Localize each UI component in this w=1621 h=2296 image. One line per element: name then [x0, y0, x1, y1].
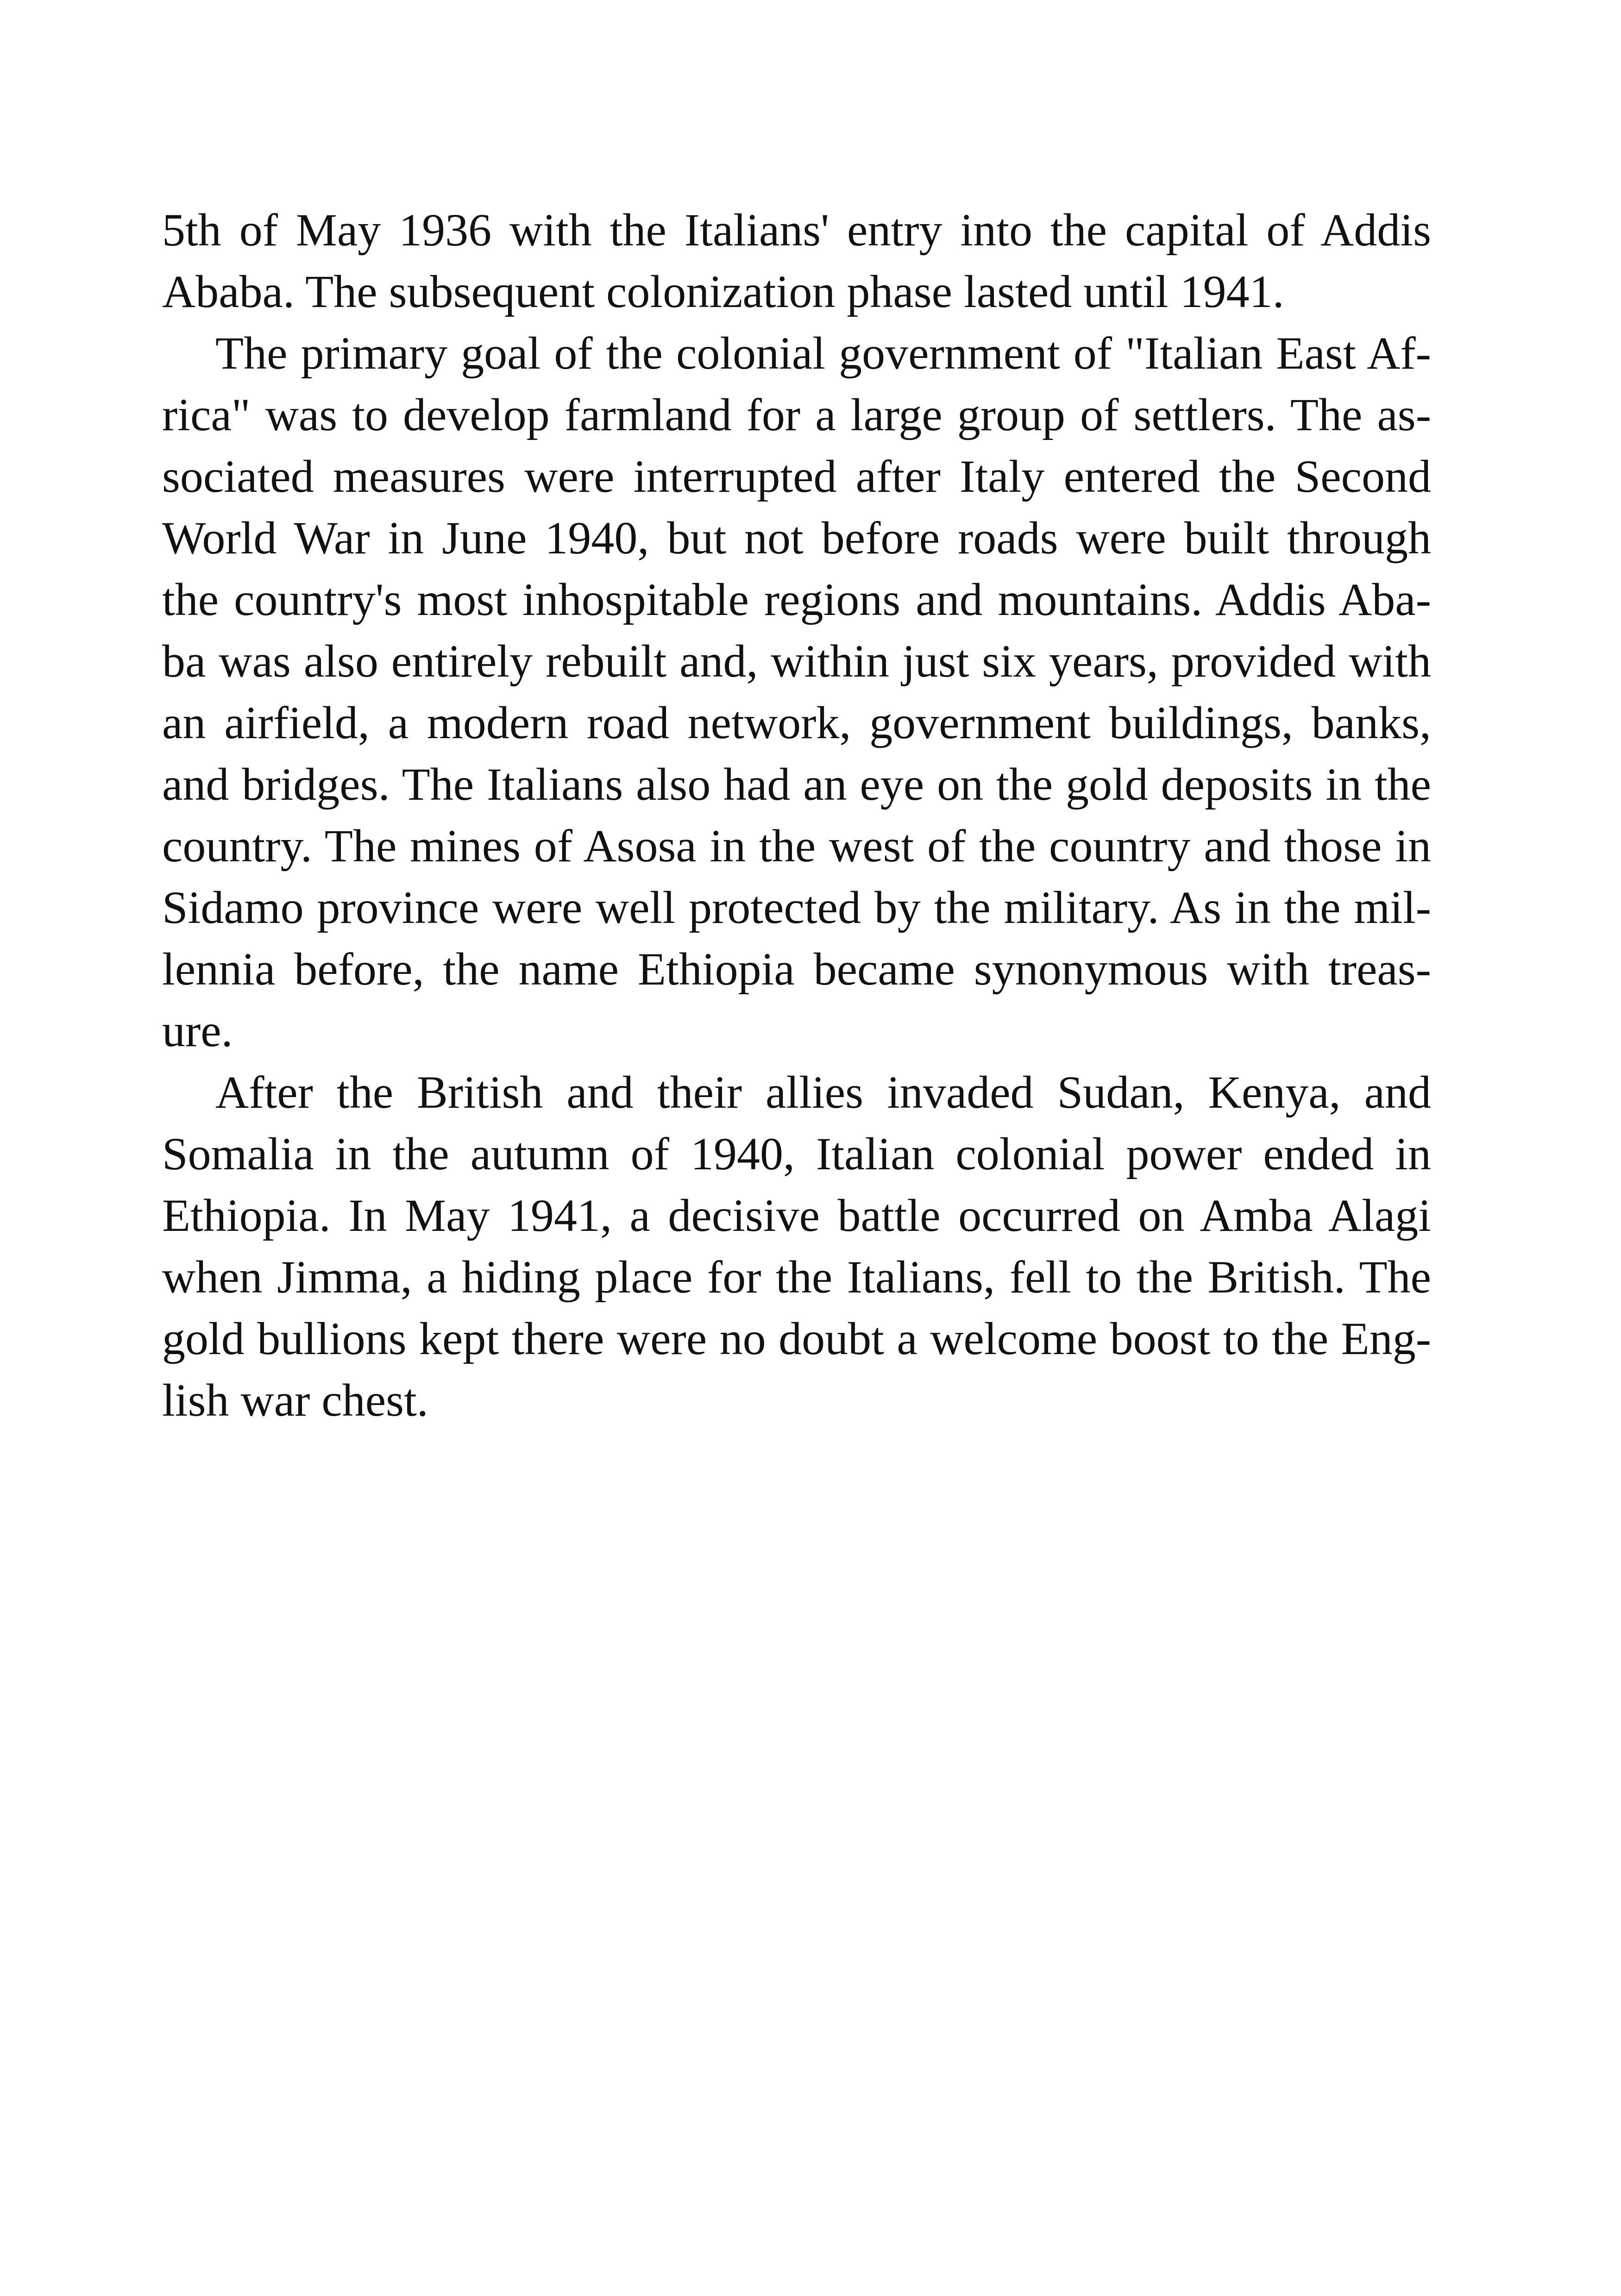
- text-line: and bridges. The Italians also had an eye on the gold deposits in the: [162, 759, 1431, 810]
- text-line: Sidamo province were well protected by the military. As in the mil-: [162, 882, 1431, 933]
- text-line: the country's most inhospitable regions and mountains. Addis Aba-: [162, 574, 1431, 625]
- text-line: lennia before, the name Ethiopia became synonymous with treas-: [162, 943, 1431, 995]
- text-line: gold bullions kept there were no doubt a welcome boost to the Eng-: [162, 1313, 1431, 1364]
- text-line: 5th of May 1936 with the Italians' entry into the capital of Addis: [162, 204, 1431, 256]
- text-line: Ababa. The subsequent colonization phase lasted until 1941.: [162, 266, 1284, 317]
- body-text: [162, 199, 1431, 1431]
- text-line: country. The mines of Asosa in the west of the country and those in: [162, 820, 1431, 872]
- text-line: ba was also entirely rebuilt and, within just six years, provided with: [162, 635, 1431, 687]
- text-line: rica" was to develop farmland for a large group of settlers. The as-: [162, 389, 1431, 440]
- text-line: Somalia in the autumn of 1940, Italian colonial power ended in: [162, 1128, 1431, 1179]
- text-line: lish war chest.: [162, 1374, 428, 1426]
- text-line: an airfield, a modern road network, government buildings, banks,: [162, 697, 1431, 748]
- paragraph-first-line: The primary goal of the colonial government of "Italian East Af-: [215, 327, 1431, 379]
- text-line: ure.: [162, 1005, 233, 1056]
- text-line: World War in June 1940, but not before roads were built through: [162, 512, 1431, 564]
- text-line: Ethiopia. In May 1941, a decisive battle occurred on Amba Alagi: [162, 1190, 1431, 1241]
- paragraph-first-line: After the British and their allies invaded Sudan, Kenya, and: [215, 1066, 1431, 1118]
- text-line: when Jimma, a hiding place for the Italians, fell to the British. The: [162, 1251, 1431, 1303]
- text-line: sociated measures were interrupted after Italy entered the Second: [162, 451, 1431, 502]
